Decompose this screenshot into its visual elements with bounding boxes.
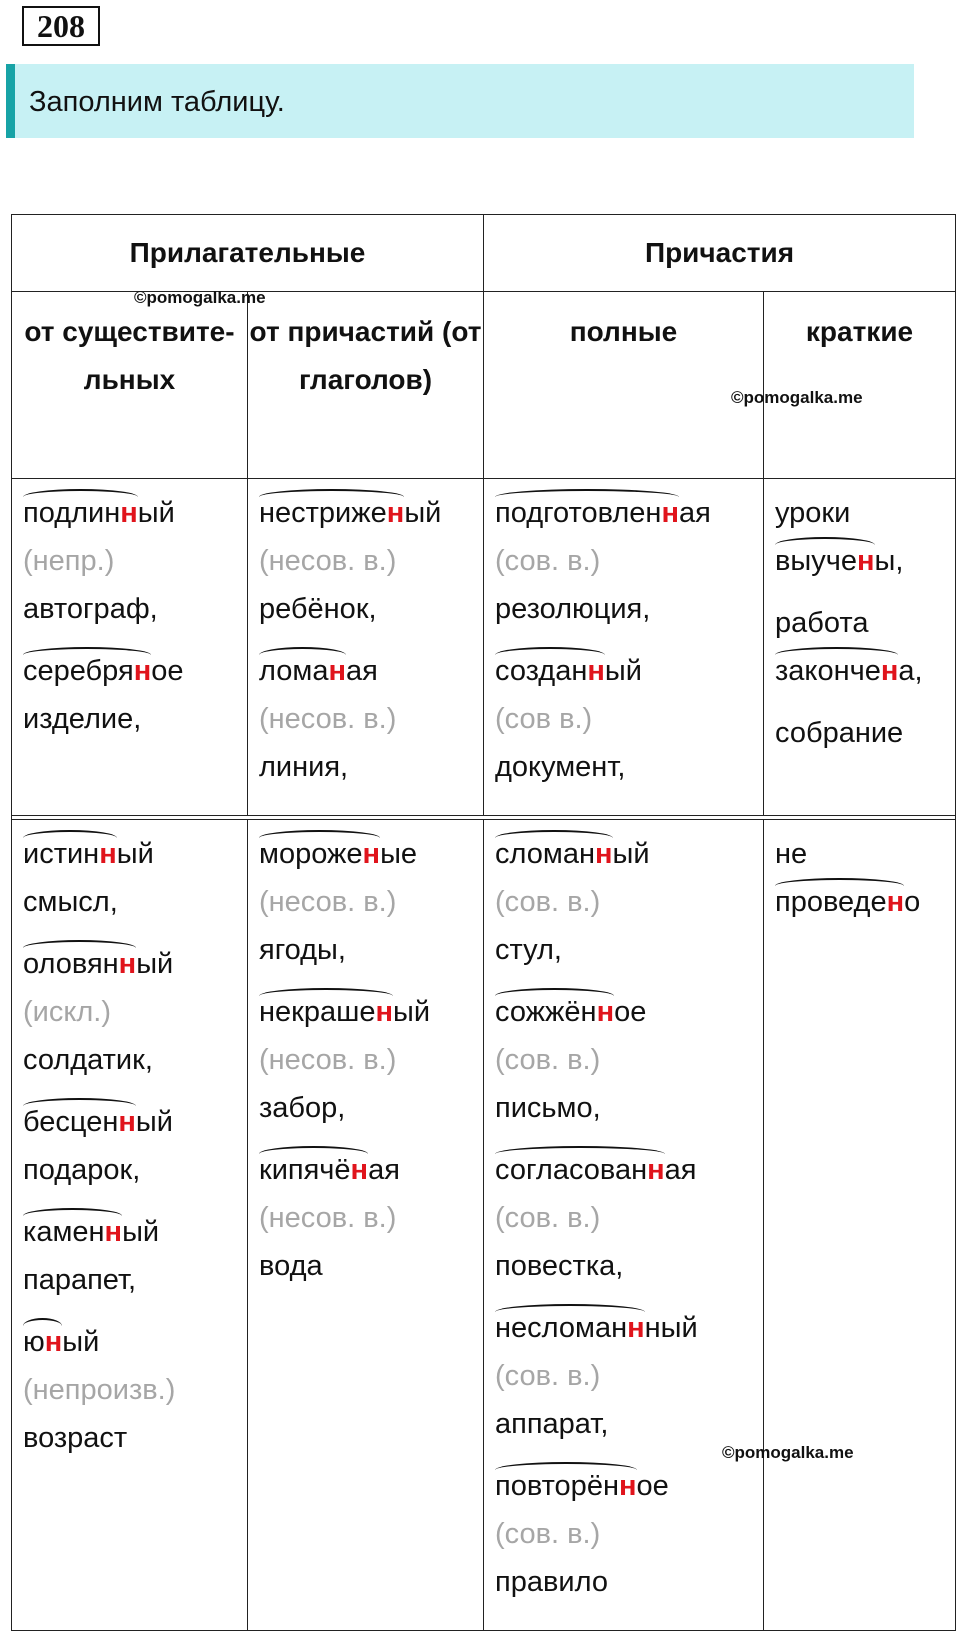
noun-word: письмо,: [495, 1092, 601, 1124]
table-row: [12, 479, 956, 816]
word-stem: повторён: [495, 1470, 619, 1502]
word-entry: [23, 1098, 237, 1194]
highlighted-n: н: [120, 497, 138, 529]
word-ending: ый: [136, 948, 174, 980]
cell-r1-c1: [248, 820, 484, 1631]
morpheme-word: [495, 1462, 637, 1510]
cell-r0-c2: [484, 479, 764, 816]
highlighted-n: н: [880, 655, 899, 687]
grammar-note: (непр.): [23, 545, 115, 577]
word-entry: [23, 1208, 237, 1304]
noun-word: линия,: [259, 751, 349, 783]
noun-word: стул,: [495, 934, 562, 966]
word-stem: ю: [23, 1326, 45, 1358]
word-stem: бесцен: [23, 1106, 119, 1138]
word-stem: оловян: [23, 948, 119, 980]
subheader-from-verbs: от причастий (от глаголов): [248, 292, 484, 479]
morpheme-word: [775, 537, 875, 585]
word-ending: ый: [62, 1326, 100, 1358]
grammar-note: (несов. в.): [259, 703, 397, 735]
noun-word: парапет,: [23, 1264, 137, 1296]
morpheme-word: [259, 1146, 368, 1194]
task-number: 208: [22, 6, 100, 46]
word-stem: сломан: [495, 838, 595, 870]
highlighted-n: н: [99, 838, 117, 870]
morpheme-word: [23, 489, 138, 537]
highlighted-n: н: [104, 1216, 123, 1248]
word-entry: [495, 1304, 753, 1448]
cell-r0-c3: [764, 479, 956, 816]
word-entry: [495, 489, 753, 633]
morpheme-word: [23, 647, 151, 695]
word-ending: ый: [604, 655, 642, 687]
noun-word: автограф,: [23, 593, 158, 625]
morpheme-word: [23, 940, 136, 988]
subheader-from-nouns: от существите-льных: [12, 292, 248, 479]
word-ending: ый: [116, 838, 154, 870]
cell-r1-c0: [12, 820, 248, 1631]
noun-word: документ,: [495, 751, 626, 783]
highlighted-n: н: [362, 838, 381, 870]
word-ending: ое: [614, 996, 647, 1028]
highlighted-n: н: [350, 1154, 369, 1186]
morpheme-word: [495, 489, 679, 537]
highlighted-n: н: [328, 655, 346, 687]
highlighted-n: н: [627, 1312, 645, 1344]
word-ending: ые: [380, 838, 418, 870]
noun-word: ребёнок,: [259, 593, 377, 625]
grammar-note: (несов. в.): [259, 886, 397, 918]
grammar-note: (искл.): [23, 996, 112, 1028]
morpheme-word: [23, 1098, 136, 1146]
word-ending: ый: [137, 497, 175, 529]
word-entry: [259, 647, 473, 791]
word-entry: [23, 489, 237, 633]
noun-word: аппарат,: [495, 1408, 609, 1440]
grammar-note: (сов. в.): [495, 1202, 601, 1234]
highlighted-n: н: [133, 655, 152, 687]
grammar-note: (сов в.): [495, 703, 593, 735]
word-stem: истин: [23, 838, 100, 870]
subheader-short: краткие: [764, 292, 956, 479]
table-row: [12, 820, 956, 1631]
highlighted-n: н: [661, 497, 679, 529]
watermark: ©pomogalka.me: [134, 288, 266, 307]
highlighted-n: н: [118, 1106, 136, 1138]
word-stem: законче: [775, 655, 881, 687]
word-stem: кипячё: [259, 1154, 351, 1186]
word-entry: [259, 489, 473, 633]
word-stem: серебр: [23, 655, 118, 687]
word-stem: несломан: [495, 1312, 628, 1344]
word-ending: ая: [678, 497, 711, 529]
morpheme-word: [495, 1146, 665, 1194]
morpheme-word: [259, 647, 346, 695]
word-entry: [259, 830, 473, 974]
morpheme-word: [495, 988, 614, 1036]
word-stem: сожжён: [495, 996, 597, 1028]
noun-word: подарок,: [23, 1154, 141, 1186]
word-ending: а,: [898, 655, 923, 687]
word-stem: согласован: [495, 1154, 648, 1186]
word-ending: ый: [122, 1216, 160, 1248]
instruction-text: Заполним таблицу.: [29, 86, 285, 118]
cell-r0-c0: [12, 479, 248, 816]
word-stem: выуче: [775, 545, 857, 577]
word-entry: [495, 647, 753, 791]
noun-word: забор,: [259, 1092, 346, 1124]
highlighted-n: н: [647, 1154, 665, 1186]
watermark: ©pomogalka.me: [722, 1443, 854, 1462]
header-participles: Причастия: [484, 215, 956, 292]
word-stem: подлин: [23, 497, 121, 529]
highlighted-n: н: [618, 1470, 637, 1502]
noun-word: повестка,: [495, 1250, 624, 1282]
word-ending: ое: [151, 655, 184, 687]
highlighted-n: н: [596, 996, 615, 1028]
noun-word: не: [775, 838, 808, 870]
word-ending: ая: [664, 1154, 697, 1186]
highlighted-n: н: [886, 886, 905, 918]
highlighted-n: н: [386, 497, 405, 529]
word-ending: ая: [368, 1154, 400, 1186]
word-ending: ный: [644, 1312, 698, 1344]
word-suffix-vowel: я: [117, 655, 134, 687]
cell-r1-c2: [484, 820, 764, 1631]
highlighted-n: н: [857, 545, 875, 577]
word-entry: [495, 988, 753, 1132]
noun-word: собрание: [775, 717, 904, 749]
word-entry: [23, 830, 237, 926]
morpheme-word: [495, 830, 613, 878]
morpheme-word: [495, 647, 605, 695]
morpheme-word: [775, 878, 904, 926]
grammar-note: (сов. в.): [495, 545, 601, 577]
highlighted-n: н: [375, 996, 394, 1028]
header-adjectives: Прилагательные: [12, 215, 484, 292]
cell-r0-c1: [248, 479, 484, 816]
grammar-note: (сов. в.): [495, 1044, 601, 1076]
word-entry: [775, 709, 945, 757]
watermark: ©pomogalka.me: [731, 388, 863, 407]
highlighted-n: н: [118, 948, 137, 980]
word-entry: [775, 830, 945, 926]
morpheme-word: [23, 830, 117, 878]
word-entry: [495, 830, 753, 974]
word-entry: [495, 1462, 753, 1606]
grammar-note: (непроизв.): [23, 1374, 176, 1406]
word-ending: ое: [636, 1470, 669, 1502]
word-entry: [775, 489, 945, 585]
grammar-note: (несов. в.): [259, 1202, 397, 1234]
instruction-banner: [6, 64, 914, 138]
word-ending: ый: [612, 838, 650, 870]
word-stem: камен: [23, 1216, 105, 1248]
word-ending: ая: [345, 655, 378, 687]
grammar-note: (несов. в.): [259, 545, 397, 577]
morpheme-word: [259, 489, 404, 537]
noun-word: работа: [775, 607, 869, 639]
word-entry: [775, 599, 945, 695]
noun-word: возраст: [23, 1422, 128, 1454]
spelling-table: [11, 214, 956, 1631]
noun-word: резолюция,: [495, 593, 651, 625]
noun-word: вода: [259, 1250, 323, 1282]
word-stem: создан: [495, 655, 588, 687]
noun-word: правило: [495, 1566, 608, 1598]
noun-word: ягоды,: [259, 934, 346, 966]
word-ending: ый: [135, 1106, 173, 1138]
morpheme-word: [23, 1318, 62, 1366]
noun-word: смысл,: [23, 886, 118, 918]
noun-word: изделие,: [23, 703, 142, 735]
grammar-note: (сов. в.): [495, 1518, 601, 1550]
morpheme-word: [259, 988, 393, 1036]
highlighted-n: н: [587, 655, 605, 687]
word-entry: [495, 1146, 753, 1290]
highlighted-n: н: [594, 838, 613, 870]
noun-word: солдатик,: [23, 1044, 153, 1076]
word-stem: лома: [259, 655, 329, 687]
word-entry: [259, 1146, 473, 1290]
word-stem: проведе: [775, 886, 887, 918]
word-stem: некраше: [259, 996, 376, 1028]
subheader-full: полные: [484, 292, 764, 479]
word-entry: [23, 647, 237, 743]
grammar-note: (сов. в.): [495, 886, 601, 918]
grammar-note: (несов. в.): [259, 1044, 397, 1076]
morpheme-word: [259, 830, 380, 878]
cell-r1-c3: [764, 820, 956, 1631]
word-entry: [23, 1318, 237, 1462]
word-entry: [259, 988, 473, 1132]
word-ending: ы,: [874, 545, 904, 577]
word-ending: о: [904, 886, 921, 918]
word-ending: ый: [393, 996, 431, 1028]
morpheme-word: [775, 647, 898, 695]
word-stem: подготовлен: [495, 497, 662, 529]
grammar-note: (сов. в.): [495, 1360, 601, 1392]
word-stem: мороже: [259, 838, 363, 870]
morpheme-word: [23, 1208, 122, 1256]
noun-word: уроки: [775, 497, 851, 529]
highlighted-n: н: [44, 1326, 63, 1358]
word-stem: нестриже: [259, 497, 387, 529]
word-entry: [23, 940, 237, 1084]
morpheme-word: [495, 1304, 645, 1352]
word-ending: ый: [404, 497, 442, 529]
